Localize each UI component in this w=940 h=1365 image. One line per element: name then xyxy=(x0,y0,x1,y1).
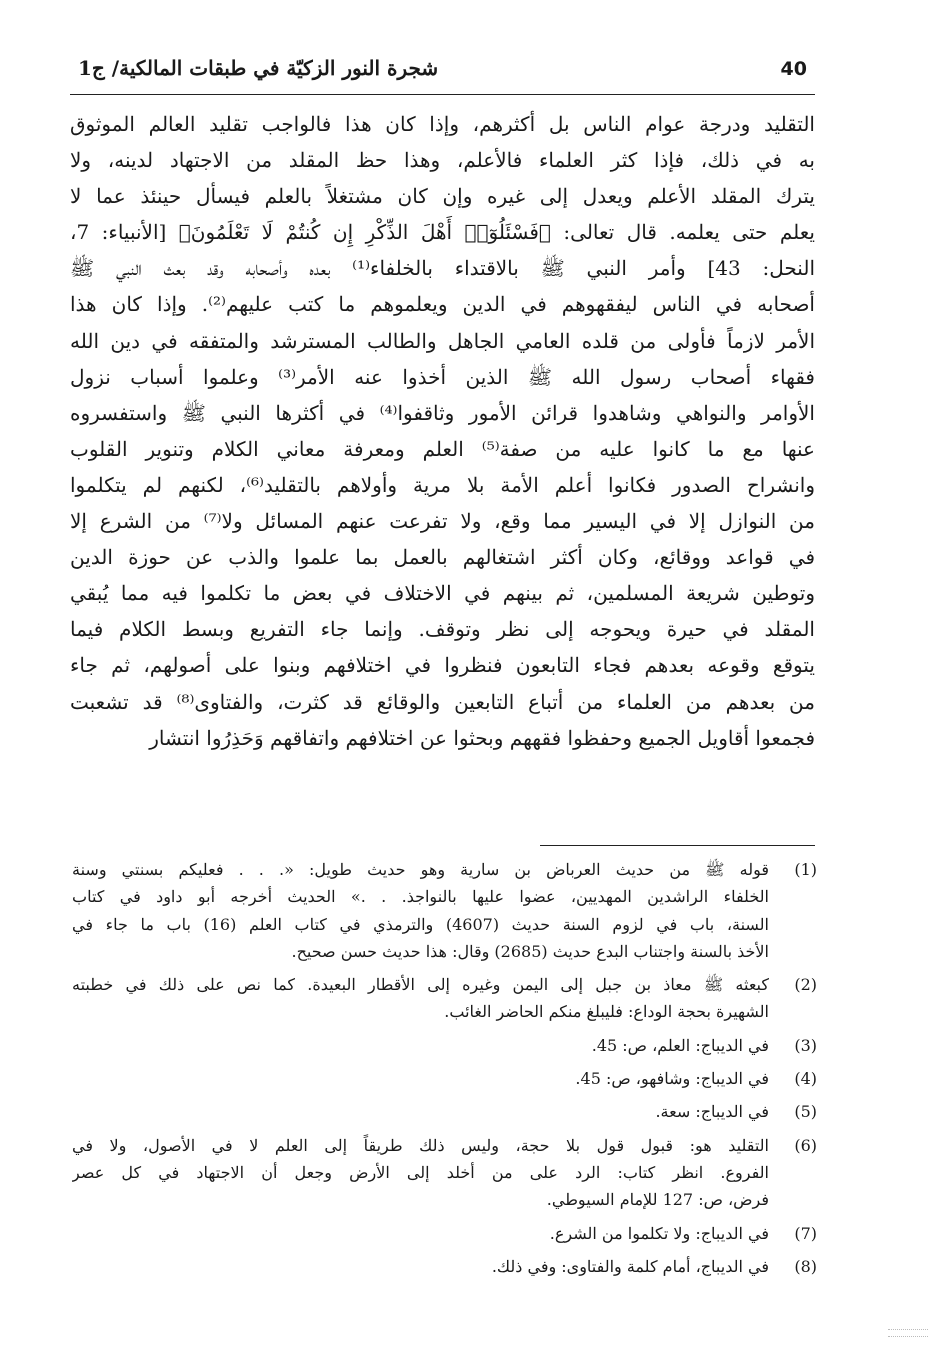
footnote-number: (3) xyxy=(794,1035,817,1055)
footnote-line: الخلفاء الراشدين المهديين، عضوا عليها بالنواجذ. . .» الحديث أخرجه أبو داود في كتاب xyxy=(72,887,769,907)
text-line: وانشراح الصدور فكانوا أعلم الأمة بلا مرية وأولاهم بالتقليد⁽⁶⁾، لكنهم لم يتكلموا xyxy=(70,472,815,497)
scan-margin-marks xyxy=(888,1329,928,1349)
footnote-line: الفروع. انظر كتاب: الرد على من أخلد إلى الأرض وجعل أن الاجتهاد في كل عصر xyxy=(72,1162,769,1182)
footnote xyxy=(72,856,817,965)
text-line: الأوامر والنواهي وشاهدوا قرائن الأمور وثاقفوا⁽⁴⁾ في أكثرها النبي ﷺ واستفسروه xyxy=(70,400,815,425)
footnote xyxy=(72,1220,817,1247)
footnote-number: (1) xyxy=(794,860,817,879)
footnote-number: (4) xyxy=(794,1069,817,1089)
text-line: يترك المقلد الأعلم ويعدل إلى غيره وإن كان مشتغلاً بالعلم فيسأل حينئذ عما لا xyxy=(70,184,815,209)
footnote-text xyxy=(72,1220,769,1247)
text-line: أصحابه في الناس ليفقهوهم في الدين ويعلموهم ما كتب عليهم⁽²⁾. وإذا كان هذا xyxy=(70,292,815,317)
text-line: عنها مع ما كانوا عليه من صفة⁽⁵⁾ العلم ومعرفة معاني الكلام وتنوير القلوب xyxy=(70,436,815,461)
footnote-line: السنة، باب في لزوم السنة حديث (4607) والترمذي في كتاب العلم (16) باب ما جاء في xyxy=(72,914,769,934)
footnote-text xyxy=(72,971,769,1026)
footnote-number: (5) xyxy=(794,1102,817,1122)
page-header xyxy=(70,50,815,95)
running-title: شجرة النور الزكيّة في طبقات المالكية/ ج1 xyxy=(78,56,439,80)
text-line: التقليد ودرجة عوام الناس بل أكثرهم، وإذا كان هذا فالواجب تقليد العالم الموثوق xyxy=(70,112,815,136)
footnote-line: في الديباج، أمام كلمة والفتاوى: وفي ذلك. xyxy=(491,1256,769,1276)
text-line: به في ذلك، فإذا كثر العلماء فالأعلم، وهذا حظ المقلد من الاجتهاد لدينه، ولا xyxy=(70,148,815,173)
footnote-text xyxy=(72,1065,769,1092)
footnote-number: (2) xyxy=(794,975,817,995)
text-line: من النوازل إلا في اليسير مما وقع، ولا تفرعت عنهم المسائل ولا⁽⁷⁾ من الشرع إلا xyxy=(70,509,815,534)
text-line: يعلم حتى يعلمه. قال تعالى: ﴿فَسْئَلُوٓا۟ أَهْلَ الذِّكْرِ إِن كُنتُمْ لَا تَعْلَمُونَ﴾ [الأنبياء: 7، xyxy=(70,220,815,245)
footnote-line: الأخذ بالسنة واجتناب البدع حديث (2685) وقال: هذا حديث حسن صحيح. xyxy=(291,941,769,961)
footnote-text xyxy=(72,1253,769,1280)
footnote-line: كبعثه ﷺ معاذ بن جبل إلى اليمن وغيره إلى الأقطار البعيدة. كما نص على ذلك في خطبته xyxy=(72,975,769,995)
footnote-number: (7) xyxy=(794,1223,817,1243)
footnotes xyxy=(72,856,817,1326)
footnote-line: في الديباج: سعة. xyxy=(655,1102,769,1122)
text-line: النحل: 43] وأمر النبي ﷺ بالاقتداء بالخلفاء⁽¹⁾ بعده وأصحابه وقد بعث النبي ﷺ xyxy=(70,256,815,281)
footnote-separator xyxy=(540,845,815,846)
footnote-number: (8) xyxy=(794,1256,817,1276)
footnote-text xyxy=(72,1032,769,1059)
footnote xyxy=(72,971,817,1026)
footnote-line: في الديباج: العلم، ص: 45. xyxy=(591,1035,769,1055)
footnote-line: في الديباج: ولا تكلموا من الشرع. xyxy=(549,1223,769,1243)
footnote xyxy=(72,1065,817,1092)
footnote-line: التقليد هو: قبول قول بلا حجة، وليس ذلك طريقاً إلى العلم لا في الأصول، ولا في xyxy=(72,1135,769,1155)
footnote-line: الشهيرة بحجة الوداع: فليبلغ منكم الحاضر الغائب. xyxy=(444,1002,769,1022)
footnote-number: (6) xyxy=(794,1135,817,1155)
text-line: فجمعوا أقاويل الجميع وحفظوا فقههم وبحثوا عن اختلافهم واتفاقهم وَحَذِرُوا انتشار xyxy=(149,725,815,750)
text-line: يتوقع وقوعه بعدهم فجاء التابعون فنظروا في اختلافهم وبنوا على أصولهم، ثم جاء xyxy=(70,653,815,678)
footnote xyxy=(72,1253,817,1280)
footnote-line: في الديباج: وشافهو، ص: 45. xyxy=(575,1069,769,1089)
footnote-text xyxy=(72,856,769,965)
text-line: الأمر لازماً فأولى من قلده العامي الجاهل والطالب المسترشد والمتفقه في دين الله xyxy=(70,328,815,353)
text-line: المقلد في حيرة ويحوجه إلى نظر وتوقف. وإنما جاء التفريع وبسط الكلام فيما xyxy=(70,617,815,642)
text-line: من بعدهم من العلماء من أتباع التابعين والوقائع قد كثرت، والفتاوى⁽⁸⁾ قد تشعبت xyxy=(70,689,815,714)
footnote xyxy=(72,1132,817,1214)
footnote-line: فرض، ص: 127 للإمام السيوطي. xyxy=(546,1190,769,1210)
text-line: في قواعد ووقائع، وكان أكثر اشتغالهم بالعمل بما علموا والذب عن حوزة الدين xyxy=(70,545,815,570)
text-line: فقهاء أصحاب رسول الله ﷺ الذين أخذوا عنه الأمر⁽³⁾ وعلموا أسباب نزول xyxy=(70,364,815,389)
page-number: 40 xyxy=(780,58,807,80)
footnote-text xyxy=(72,1132,769,1214)
text-line: وتوطين شريعة المسلمين، ثم بينهم في الاختلاف في بعض ما تكلموا فيه مما يُبقي xyxy=(70,581,815,606)
footnote xyxy=(72,1032,817,1059)
footnote-text xyxy=(72,1098,769,1125)
footnote xyxy=(72,1098,817,1125)
footnote-line: قوله ﷺ من حديث العرباض بن سارية وهو حديث طويل: «. . . فعليكم بسنتي وسنة xyxy=(72,860,769,879)
main-text xyxy=(70,106,815,846)
